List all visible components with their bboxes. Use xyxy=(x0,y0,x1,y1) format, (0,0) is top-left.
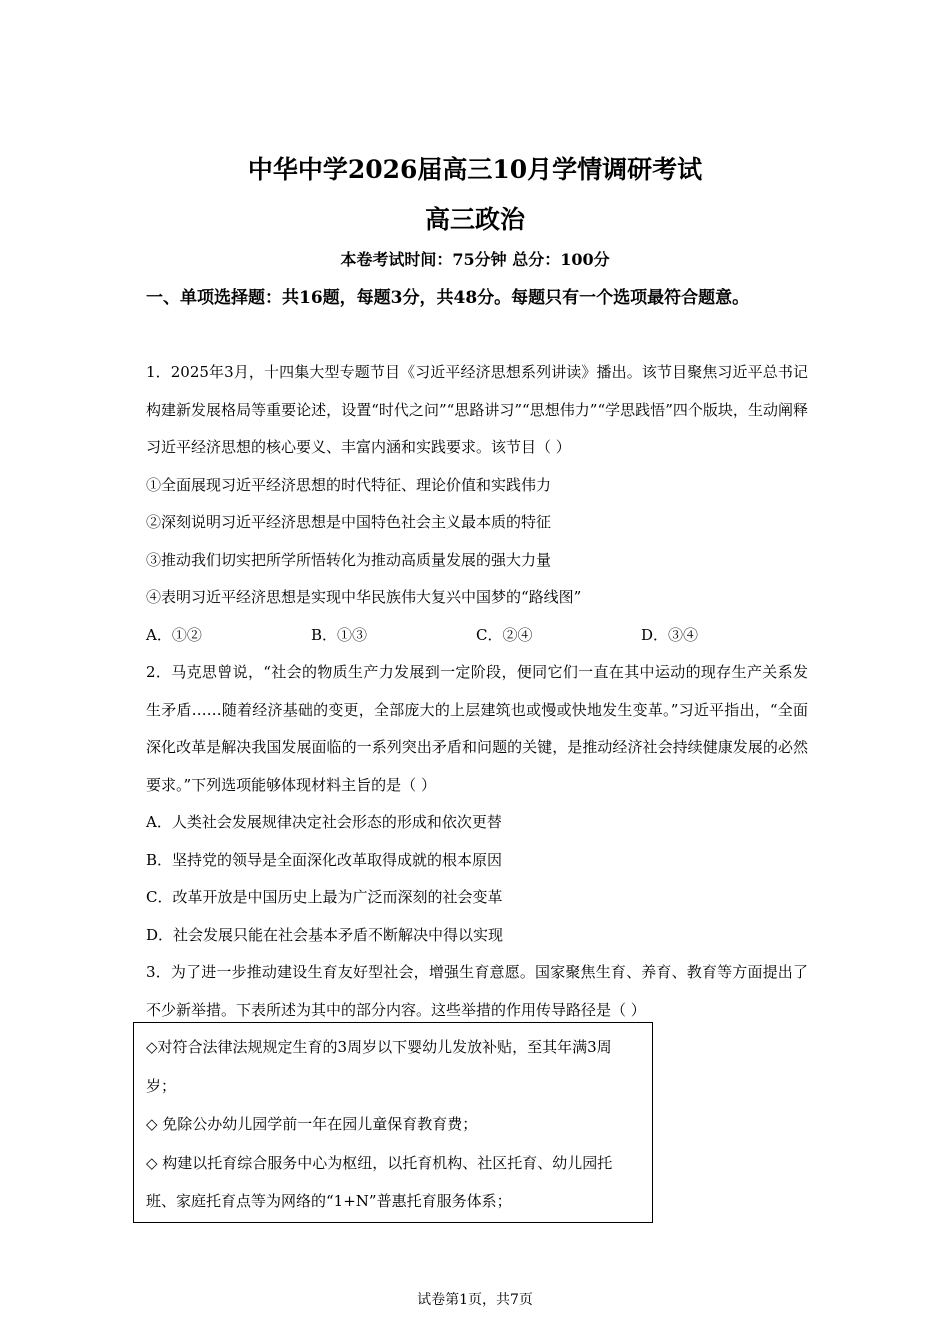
question-1-stem: 1．2025年3月，十四集大型专题节目《习近平经济思想系列讲读》播出。该节目聚焦习近平总书记构建新发展格局等重要论述，设置“时代之问”“思路讲习”“思想伟力”“学思践悟”四个版块，生动阐释习近平经济思想的核心要义、丰富内涵和实践要求。该节目（ ） xyxy=(146,363,808,456)
measure-item: ◇对符合法律法规规定生育的3周岁以下婴幼儿发放补贴，至其年满3周岁； xyxy=(146,1038,612,1095)
option-d: D．社会发展只能在社会基本矛盾不断解决中得以实现 xyxy=(146,925,504,944)
option-b: B．坚持党的领导是全面深化改革取得成就的根本原因 xyxy=(146,850,503,869)
question-1-item: ②深刻说明习近平经济思想是中国特色社会主义最本质的特征 xyxy=(146,513,552,531)
exam-title: 中华中学2026届高三10月学情调研考试 xyxy=(247,155,703,184)
question-1-options xyxy=(146,617,808,655)
exam-info: 本卷考试时间：75分钟 总分：100分 xyxy=(340,250,610,269)
option-c: C．②④ xyxy=(476,625,533,644)
option-c: C．改革开放是中国历史上最为广泛而深刻的社会变革 xyxy=(146,888,503,906)
question-1-item: ①全面展现习近平经济思想的时代特征、理论价值和实践伟力 xyxy=(146,475,552,494)
subject-title: 高三政治 xyxy=(424,205,525,234)
question-1-item: ④表明习近平经济思想是实现中华民族伟大复兴中国梦的“路线图” xyxy=(146,588,582,606)
question-list xyxy=(146,354,808,1029)
option-d: D．③④ xyxy=(641,625,699,644)
option-a: A．①② xyxy=(146,625,202,644)
option-b: B．①③ xyxy=(311,625,368,644)
option-a: A．人类社会发展规律决定社会形态的形成和依次更替 xyxy=(146,813,502,831)
question-1-item: ③推动我们切实把所学所悟转化为推动高质量发展的强大力量 xyxy=(146,550,552,569)
question-3-stem: 3．为了进一步推动建设生育友好型社会，增强生育意愿。国家聚焦生育、养育、教育等方面提出了不少新举措。下表所述为其中的部分内容。这些举措的作用传导路径是（ ） xyxy=(146,963,808,1019)
question-2-stem: 2．马克思曾说，“社会的物质生产力发展到一定阶段，便同它们一直在其中运动的现存生产关系发生矛盾……随着经济基础的变更，全部庞大的上层建筑也或慢或快地发生变革。”习近平指出，“全面深化改革是解决我国发展面临的一系列突出矛盾和问题的关键，是推动经济社会持续健康发展的必然要求。”下列选项能够体现材料主旨的是（ ） xyxy=(146,663,808,794)
page-footer: 试卷第1页，共7页 xyxy=(417,1292,533,1308)
measure-item: ◇ 免除公办幼儿园学前一年在园儿童保育教育费； xyxy=(146,1115,478,1133)
section-heading: 一、单项选择题：共16题，每题3分，共48分。每题只有一个选项最符合题意。 xyxy=(146,288,750,308)
measures-table xyxy=(133,1022,653,1223)
measure-item: ◇ 构建以托育综合服务中心为枢纽，以托育机构、社区托育、幼儿园托班、家庭托育点等为网络的“1+N”普惠托育服务体系； xyxy=(146,1153,613,1210)
